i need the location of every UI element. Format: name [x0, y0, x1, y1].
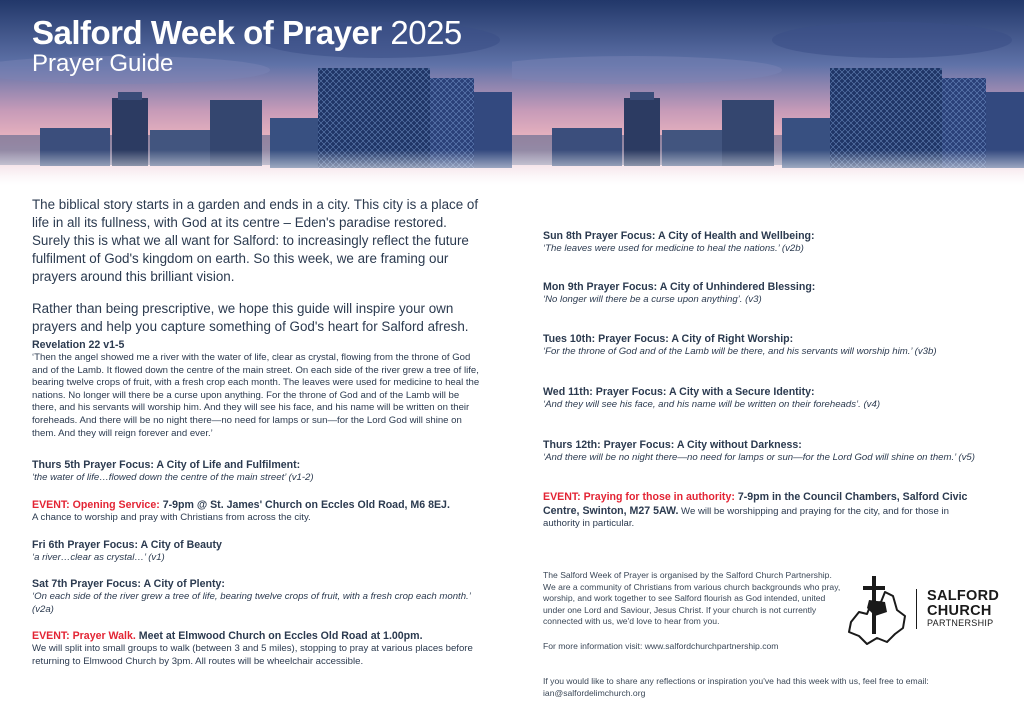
logo-line-3: PARTNERSHIP: [927, 618, 994, 628]
event-details: 7-9pm in the Council Chambers, Salford Civic Centre, Swinton, M27 5AW.: [543, 491, 968, 517]
event-label: EVENT: Praying for those in authority:: [543, 491, 735, 503]
hero-image-right: [512, 0, 1024, 185]
event-label: EVENT: Opening Service:: [32, 499, 160, 511]
page-subtitle: Prayer Guide: [32, 50, 174, 77]
city-skyline-image: [512, 0, 1024, 185]
footer-about: The Salford Week of Prayer is organised by the Salford Church Partnership. We are a community of Christians from various church backgrounds who pray, worship, and work together to see Salford flourish as God intended, united under one Lord and Saviour, Jesus Christ. If your church is not currently connected with us, we'd love to hear from you.: [543, 570, 841, 627]
event-praying-authority: [543, 491, 983, 531]
day-heading: Thurs 5th Prayer Focus: A City of Life and Fulfilment:: [32, 459, 301, 471]
event-label: EVENT: Prayer Walk.: [32, 630, 136, 642]
day-heading: Fri 6th Prayer Focus: A City of Beauty: [32, 539, 222, 551]
event-details: Meet at Elmwood Church on Eccles Old Road at 1.00pm.: [135, 630, 423, 642]
day-verse: ‘For the throne of God and of the Lamb will be there, and his servants will worship him.’ (v3b): [543, 346, 937, 357]
logo-line-1: SALFORD: [927, 588, 1000, 604]
page-title: [32, 14, 462, 52]
footer-more-info: For more information visit: www.salfordchurchpartnership.com: [543, 641, 779, 651]
scripture-block: [32, 339, 482, 440]
day-verse: ‘And there will be no night there—no need for lamps or sun—for the Lord God will shine on them.’ (v5): [543, 452, 975, 463]
footer-share: If you would like to share any reflections or inspiration you've had this week with us, feel free to email: ian@salfordelimchurch.org: [543, 676, 929, 698]
logo-divider: [916, 589, 917, 629]
event-description: We will split into small groups to walk (between 3 and 5 miles), stopping to pray at various places before returning to Elmwood Church by 3pm. All routes will be wheelchair accessible.: [32, 643, 473, 667]
event-prayer-walk: [32, 630, 482, 668]
day-fri-6: [32, 539, 482, 565]
title-year: 2025: [390, 14, 462, 51]
day-verse: ‘the water of life…flowed down the centre of the main street’ (v1-2): [32, 472, 314, 483]
logo-line-2: CHURCH: [927, 602, 992, 619]
event-description: A chance to worship and pray with Christians from across the city.: [32, 512, 311, 523]
day-mon-9: [543, 281, 983, 307]
day-verse: ‘The leaves were used for medicine to heal the nations.’ (v2b): [543, 243, 804, 254]
day-verse: ‘a river…clear as crystal…’ (v1): [32, 552, 165, 563]
logo-wordmark: [927, 589, 999, 618]
day-heading: Wed 11th: Prayer Focus: A City with a Secure Identity:: [543, 386, 815, 398]
day-sat-7: [32, 578, 482, 616]
day-thurs-5: [32, 459, 482, 485]
day-heading: Thurs 12th: Prayer Focus: A City without Darkness:: [543, 439, 802, 451]
intro-paragraph-2: Rather than being prescriptive, we hope this guide will inspire your own prayers and help you capture something of God's heart for Salford afresh.: [32, 301, 469, 334]
event-opening-service: [32, 499, 482, 525]
day-wed-11: [543, 386, 983, 412]
day-sun-8: [543, 230, 983, 256]
day-verse: ‘On each side of the river grew a tree of life, bearing twelve crops of fruit, with a fresh crop each month.’ (v2a): [32, 591, 471, 615]
day-tues-10: [543, 333, 983, 359]
event-details: 7-9pm @ St. James' Church on Eccles Old Road, M6 8EJ.: [159, 499, 450, 511]
day-heading: Sun 8th Prayer Focus: A City of Health and Wellbeing:: [543, 230, 815, 242]
scripture-heading: Revelation 22 v1-5: [32, 339, 125, 351]
day-heading: Mon 9th Prayer Focus: A City of Unhindered Blessing:: [543, 281, 816, 293]
intro-text: [32, 196, 487, 350]
event-description: We will be worshipping and praying for the city, and for those in authority in particular.: [543, 505, 949, 530]
day-verse: ‘And they will see his face, and his name will be written on their foreheads’. (v4): [543, 399, 881, 410]
day-thurs-12: [543, 439, 983, 465]
day-heading: Sat 7th Prayer Focus: A City of Plenty:: [32, 578, 225, 590]
title-text: Salford Week of Prayer: [32, 14, 382, 51]
scripture-text: ‘Then the angel showed me a river with the water of life, clear as crystal, flowing from the throne of God and of the Lamb. It flowed down the centre of the main street. On each side of the river grew a tree of life, bearing twelve crops of fruit, with a fresh crop each month. The leaves were used for medicine to heal the nations. No longer will there be a curse upon anything. For the throne of God and of the Lamb will be there, and his servants will worship him. And they will see his face, and his name will be written on their foreheads. And there will be no night there—no need for lamps or sun—for the Lord God will shine on them. And they will reign forever and ever.’: [32, 352, 480, 439]
intro-paragraph-1: The biblical story starts in a garden and ends in a city. This city is a place of life in all its fullness, with God at its centre – Eden's paradise restored. Surely this is what we all want for Salford: to increasingly reflect the future fulfilment of God's kingdom on earth. So this week, we are framing our prayers around this brilliant vision.: [32, 197, 479, 284]
day-heading: Tues 10th: Prayer Focus: A City of Right Worship:: [543, 333, 794, 345]
day-verse: ‘No longer will there be a curse upon anything’. (v3): [543, 294, 762, 305]
